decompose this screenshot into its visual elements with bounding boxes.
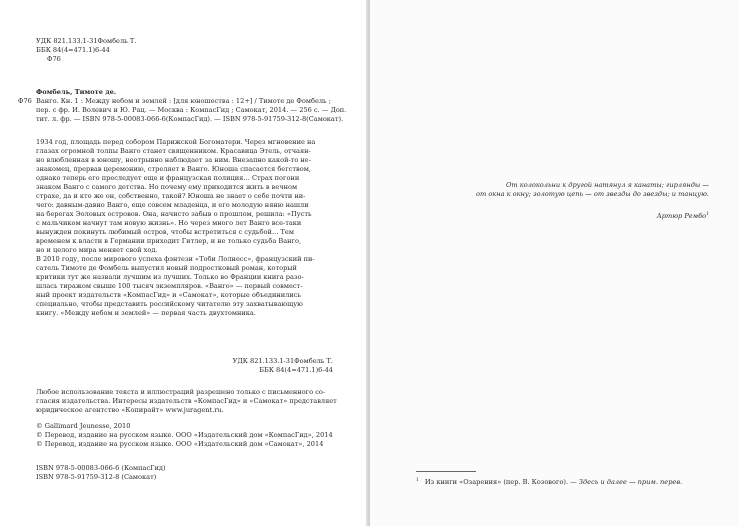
isbn-line: ISBN 978-5-91759-312-8 (Самокат) — [36, 473, 157, 481]
annotation-line: ный проект издательств «КомпасГид» и «Самокат», которые объединились — [36, 291, 301, 299]
annotation-line: с мальчиком начнут там новую жизнь». Но через много лет Ванго все-таки — [36, 219, 302, 227]
footnote-text: Из книги «Озарения» (пер. В. Козового). — — [424, 478, 579, 487]
bottom-udk: УДК 821.133.1-31Фомбель Т. — [232, 357, 333, 365]
isbn-list — [36, 464, 166, 482]
biblio-line: Ванго. Кн. 1 : Между небом и землей : [для юношества : 12+] / Тимоте де Фомбель ; — [36, 97, 331, 105]
rights-line: юридическое агентство «Копирайт» www.juragent.ru. — [36, 406, 224, 414]
isbn-line: ISBN 978-5-00083-066-6 (КомпасГид) — [36, 464, 166, 472]
epigraph-author-name: Артюр Рембо — [656, 212, 707, 221]
annotation-line: глазах огромной толпы Ванго станет священником. Красавица Этель, отчаян- — [36, 147, 311, 155]
top-bbk: ББК 84(4=471.1)6-44 — [36, 46, 110, 54]
annotation-line: вынужден покинуть любимый остров, чтобы встретиться с судьбой… Тем — [36, 228, 294, 236]
epigraph-author — [657, 210, 709, 221]
footnote-note: Здесь и далее — прим. перев. — [578, 478, 683, 487]
biblio-line: тит. л. фр. — ISBN 978-5-00083-066-6(КомпасГид). — ISBN 978-5-91759-312-8(Самокат). — [36, 115, 344, 123]
annotation-line: знакомец, прервав церемонию, стреляет в Ванго. Юноша спасается бегством, — [36, 165, 311, 173]
right-page — [370, 0, 739, 526]
annotation-line: книгу. «Между небом и землей» — первая часть двухтомника. — [36, 309, 256, 317]
annotation-line: специально, чтобы представить российскому читателю эту захватывающую — [36, 300, 303, 308]
epigraph-line: от окна к окну; золотую цепь — от звезды до звезды; и танцую. — [476, 190, 709, 198]
author-heading: Фомбель, Тимоте де. — [36, 88, 117, 96]
epigraph-line: От колокольни к другой натянул я канаты; гирлянды — — [506, 181, 709, 189]
rights-line: гласия издательства. Интересы издательств «КомпасГид» и «Самокат» представляет — [36, 397, 337, 405]
side-code: Ф76 — [18, 97, 32, 105]
annotation-line: сатель Тимоте де Фомбель выпустил новый подростковый роман, который — [36, 264, 297, 272]
footnote-rule — [416, 471, 476, 472]
rights-notice — [36, 388, 337, 415]
footnote-mark: 1 — [416, 478, 419, 483]
annotation-line: шлась тиражом свыше 100 тысяч экземпляров. «Ванго» — первый совмест- — [36, 282, 303, 290]
copyright-line: © Gallimard Jeunesse, 2010 — [36, 422, 131, 430]
annotation-line: чего: давным-давно Ванго, еще совсем младенца, и его молодую няню нашли — [36, 201, 309, 209]
top-code: Ф76 — [47, 55, 61, 63]
left-page — [0, 0, 368, 526]
bibliographic-description — [36, 97, 346, 124]
annotation-line: временем к власти в Германии приходит Гитлер, и не только судьба Ванго, — [36, 237, 302, 245]
footnote — [416, 476, 682, 487]
annotation — [36, 138, 315, 318]
copyright-notice — [36, 422, 333, 449]
biblio-line: пер. с фр. И. Волевич и Ю. Рац. — Москва : КомпасГид ; Самокат, 2014. — 256 с. — Доп. — [36, 106, 347, 114]
annotation-line: на берегах Эоловых островов. Она, начисто забыв о прошлом, решила: «Пусть — [36, 210, 312, 218]
copyright-line: © Перевод, издание на русском языке. ООО «Издательский дом «КомпасГид», 2014 — [36, 431, 333, 439]
bottom-bbk: ББК 84(4=471.1)6-44 — [259, 366, 333, 374]
epigraph — [476, 181, 709, 199]
footnote-reference: 1 — [706, 212, 709, 217]
copyright-line: © Перевод, издание на русском языке. ООО «Издательский дом «Самокат», 2014 — [36, 440, 324, 448]
top-udk: УДК 821.133.1-31Фомбель Т. — [36, 37, 137, 45]
rights-line: Любое использование текста и иллюстраций разрешено только с письменного со- — [36, 388, 326, 396]
annotation-line: знаком Ванго с самого детства. Но почему ему приходится жить в вечном — [36, 183, 298, 191]
annotation-line: страхе, да и кто же он, собственно, такой? Юноша не знает о себе почти ни- — [36, 192, 306, 200]
annotation-line: В 2010 году, после мирового успеха фэнтези «Тоби Лолнесс», французский пи- — [36, 255, 315, 263]
annotation-line: однако теперь его преследует еще и французская полиция… Страх погони — [36, 174, 300, 182]
annotation-line: 1934 год, площадь перед собором Парижской Богоматери. Через мгновение на — [36, 138, 316, 146]
annotation-line: но влюбленная в юношу, неотрывно наблюдает за ним. Внезапно какой-то не- — [36, 156, 311, 164]
annotation-line: но и целого мира меняет свой ход. — [36, 246, 158, 254]
annotation-line: критики тут же назвали лучшим из лучших. Только во Франции книга разо- — [36, 273, 304, 281]
